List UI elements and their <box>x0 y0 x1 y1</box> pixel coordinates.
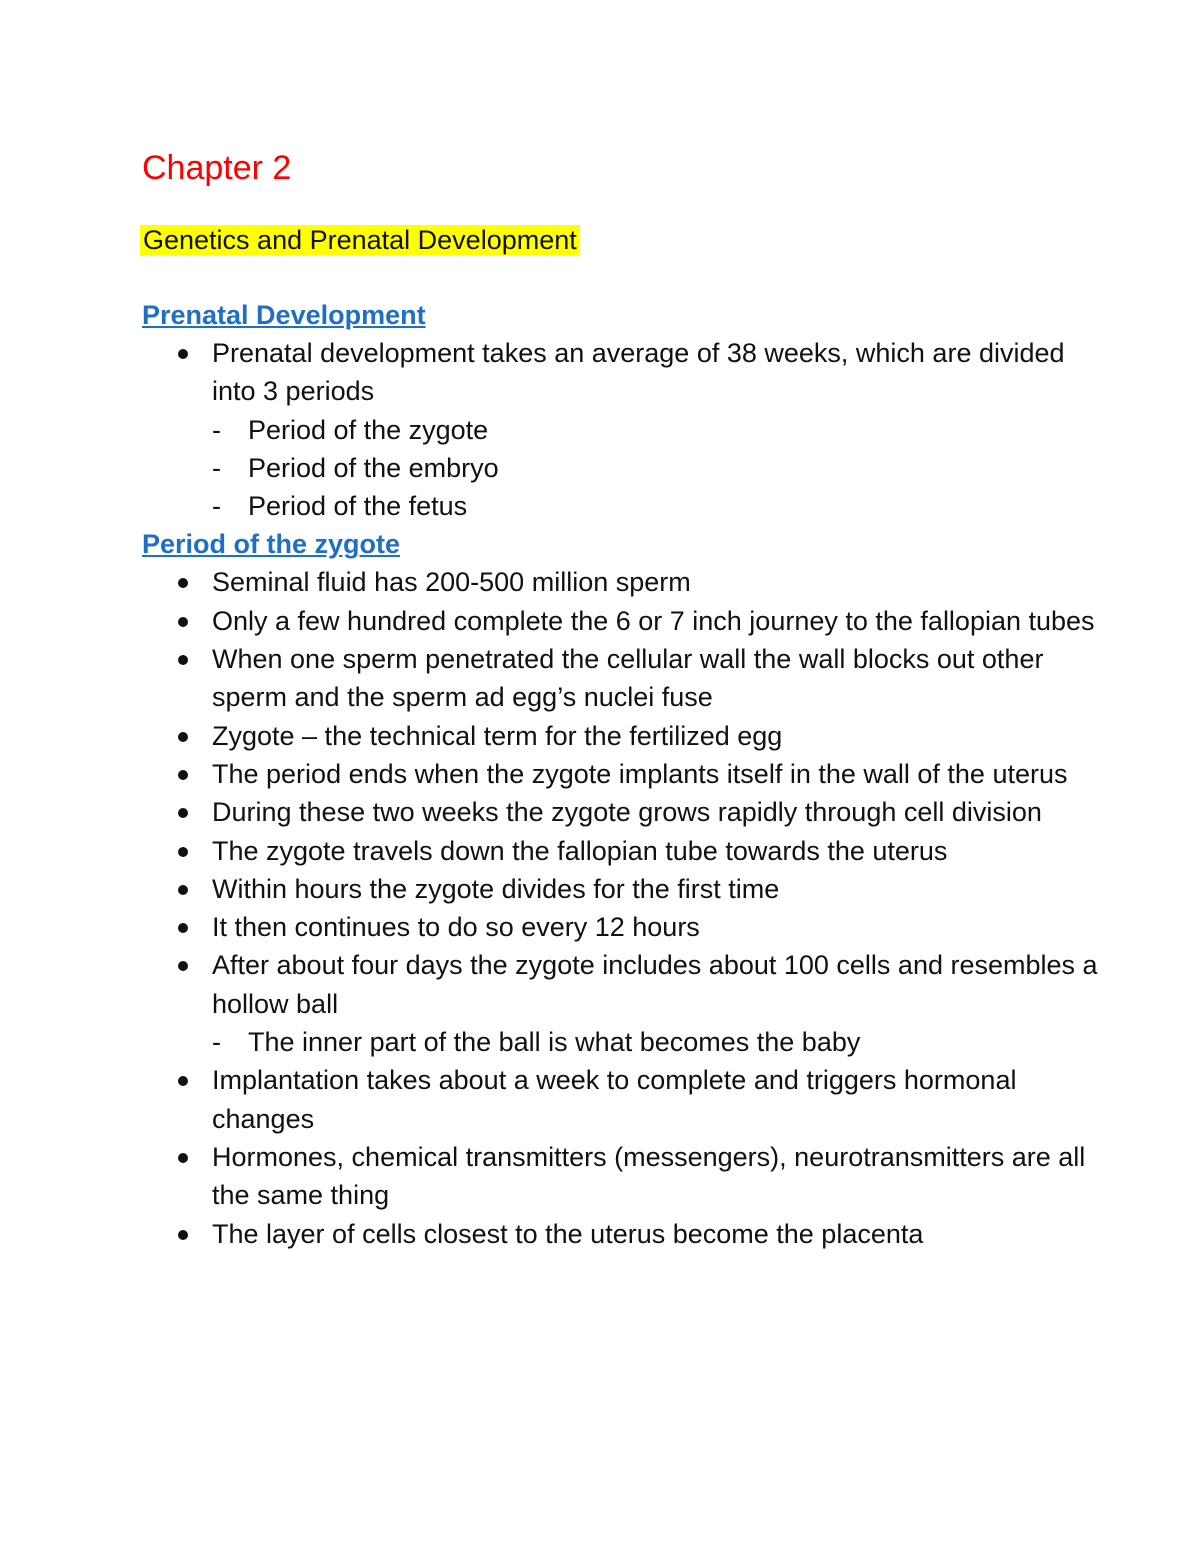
bullet-icon <box>178 349 188 359</box>
list-item <box>142 946 1102 1061</box>
list-item-text: During these two weeks the zygote grows rapidly through cell division <box>212 797 1042 828</box>
bullet-icon <box>178 578 188 588</box>
list-item-text: Seminal fluid has 200-500 million sperm <box>212 567 691 598</box>
dash-icon: - <box>212 1027 221 1058</box>
sub-list-item <box>212 449 1102 487</box>
list-item-text: Hormones, chemical transmitters (messengers), neurotransmitters are all the same thing <box>212 1141 1086 1211</box>
bullet-icon <box>178 770 188 780</box>
list-item-text: Only a few hundred complete the 6 or 7 inch journey to the fallopian tubes <box>212 605 1095 636</box>
list-item <box>142 832 1102 870</box>
subtitle-highlight: Genetics and Prenatal Development <box>140 225 580 255</box>
bullet-icon <box>178 617 188 627</box>
sub-list-item <box>212 411 1102 449</box>
sub-list-item-text: Period of the zygote <box>248 414 489 445</box>
bullet-icon <box>178 1230 188 1240</box>
document-body <box>142 296 1102 1253</box>
list-item <box>142 1138 1102 1215</box>
bullet-icon <box>178 655 188 665</box>
bullet-icon <box>178 1153 188 1163</box>
list-item-text: When one sperm penetrated the cellular wall the wall blocks out other sperm and the sperm ad egg’s nuclei fuse <box>212 644 1044 713</box>
list-item <box>142 717 1102 755</box>
bullet-icon <box>178 732 188 742</box>
sub-list <box>212 1023 1102 1061</box>
list-item <box>142 563 1102 601</box>
list-item-text: The zygote travels down the fallopian tube towards the uterus <box>212 835 948 866</box>
list-item-text: Prenatal development takes an average of 38 weeks, which are divided into 3 periods <box>212 338 1065 407</box>
chapter-subtitle <box>140 221 580 259</box>
bullet-icon <box>178 885 188 895</box>
sub-list-item-text: The inner part of the ball is what becomes the baby <box>248 1027 861 1058</box>
bullet-list <box>142 334 1102 525</box>
list-item <box>142 334 1102 525</box>
section-heading: Prenatal Development <box>142 300 426 330</box>
dash-icon: - <box>212 452 221 483</box>
list-item <box>142 640 1102 717</box>
sub-list-item-text: Period of the fetus <box>248 491 468 522</box>
list-item-text: Within hours the zygote divides for the first time <box>212 873 780 904</box>
sub-list-item <box>212 487 1102 525</box>
dash-icon: - <box>212 491 221 522</box>
bullet-icon <box>178 847 188 857</box>
list-item-text: Zygote – the technical term for the fertilized egg <box>212 720 783 751</box>
sub-list <box>212 411 1102 526</box>
sub-list-item <box>212 1023 1102 1061</box>
list-item <box>142 1215 1102 1253</box>
list-item <box>142 908 1102 946</box>
chapter-title: Chapter 2 <box>142 149 292 187</box>
list-item <box>142 793 1102 831</box>
bullet-list <box>142 563 1102 1252</box>
list-item-text: The period ends when the zygote implants itself in the wall of the uterus <box>212 758 1068 789</box>
list-item <box>142 602 1102 640</box>
list-item <box>142 870 1102 908</box>
list-item <box>142 1061 1102 1138</box>
dash-icon: - <box>212 414 221 445</box>
list-item-text: Implantation takes about a week to complete and triggers hormonal changes <box>212 1065 1017 1134</box>
bullet-icon <box>178 923 188 933</box>
list-item-text: The layer of cells closest to the uterus become the placenta <box>212 1218 924 1249</box>
list-item <box>142 755 1102 793</box>
section-heading: Period of the zygote <box>142 529 401 560</box>
bullet-icon <box>178 1076 188 1086</box>
list-item-text: After about four days the zygote includes about 100 cells and resembles a hollow ball <box>212 950 1098 1019</box>
bullet-icon <box>178 961 188 971</box>
bullet-icon <box>178 808 188 818</box>
list-item-text: It then continues to do so every 12 hours <box>212 912 700 943</box>
sub-list-item-text: Period of the embryo <box>248 452 499 483</box>
